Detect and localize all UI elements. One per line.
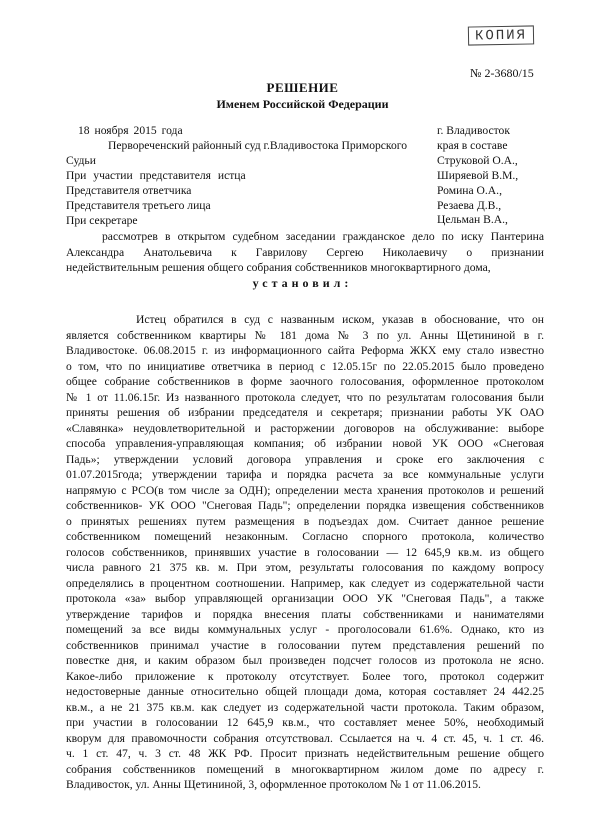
text-line: о принятых решениях путем размещения в подъездах дом. Считает данное решение [66,514,544,528]
text-line: кв.м., а не 21 375 кв.м. как следует из содержательной части протокола. Таким образом, [66,700,544,714]
text-line: приняты решения об избрании председателя и секретаря; признании работы УК ОАО [66,406,544,419]
text-line: является собственником квартиры № 181 дома № 3 по ул. Анны Щетининой в г. [66,328,544,342]
document-title: РЕШЕНИЕ [266,80,339,95]
text-line: помещений за все виды коммунальных услуг - проголосовали 61.6%. Однако, кто из [66,623,544,636]
text-line: № 1 от 11.06.15г. Из названного протокола следует, что по результатам голосования были [66,390,544,404]
text-line: повестке дня, и каким образом был произведен подсчет голосов из протокола не ясно. [66,654,544,667]
text-line: при участии в голосовании 12 645,9 кв.м., что составляет менее 50%, необходимый [66,716,544,729]
role-name: Резаева Д.В., [437,199,502,212]
intro-paragraph [66,229,544,276]
text-line: Падь»; утверждении условий договора управления и сроке его заключения с [66,452,544,466]
court-name: Первореченский районный суд г.Владивостока Приморского [108,139,408,152]
decision-city: г. Владивосток [437,124,510,137]
text-line: недействительным решения общего собрания собственников многоквартирного дома, [66,261,491,274]
court-composition: края в составе [437,139,508,152]
text-line: Владивосток, ул. Анны Щетининой, 3, оформленное протоколом № 1 от 11.06.2015. [66,778,481,791]
role-label: Представителя ответчика [66,184,192,197]
text-line: рассмотрев в открытом судебном заседании гражданское дело по иску Пантерина [102,230,544,243]
text-line: Истец обратился в суд с названным иском, указав в обоснование, что он [136,313,544,326]
text-line: 01.07.2015года; утверждении тарифа и порядка расчета за все коммунальные услуги [66,468,544,481]
text-line: собственником помещений незаконным. Согласно спорного протокола, количество [66,530,544,543]
text-line: «Славянка» неудовлетворительной и расторжении договоров на обслуживание: выборе [66,421,544,435]
text-line: определялись в процентном соотношении. Например, как следует из содержательной части [66,576,544,590]
role-name: Струковой О.А., [437,154,518,167]
document-subtitle: Именем Российской Федерации [216,97,389,111]
text-line: числа равного 21 375 кв. м. При этом, результаты голосования по каждому вопросу [66,561,544,574]
text-line: Какое-либо приложение к протоколу отсутствует. Более того, протокол содержит [66,669,544,683]
text-line: кворум для правомочности собрания отсутствовал. Ссылается на ч. 4 ст. 45, ч. 1 ст. 46. [66,731,544,745]
role-label: Судьи [66,154,96,167]
text-line: о том, что по инициативе ответчика в период с 12.05.15г по 22.05.2015 было проведено [66,359,544,373]
text-line: собрания собственников помещений в многоквартирном жилом доме по адресу г. [66,762,544,776]
text-line: недостоверные данные относительно общей площади дома, которая составляет 24 442.25 [66,685,544,698]
case-number: № 2-3680/15 [470,66,534,80]
role-label: При секретаре [66,214,138,227]
text-line: ч. 1 ст. 47, ч. 3 ст. 48 ЖК РФ. Просит признать недействительным решение общего [66,747,544,760]
role-name: Цельман В.А., [437,213,508,226]
text-line: собственников- УК ООО "Снеговая Падь"; определении порядка извещения собственников [66,499,544,512]
established-heading: установил: [252,276,353,290]
text-line: утверждение тарифов и порядка внесения платы собственниками и нанимателями [66,607,544,621]
decision-date: 18 ноября 2015 года [78,124,183,137]
text-line: напрямую с РСО(в том числе за ОДН); определении места хранения протоколов и решений [66,483,544,497]
body-paragraph [66,312,544,793]
text-line: Владивостоке. 06.08.2015 г. из информационного сайта Реформа ЖКХ ему стало известно [66,344,544,357]
text-line: способа управления-управляющая компания; об избрании новой УК ООО «Снеговая [66,437,544,450]
text-line: голосов собственников, принявших участие в голосовании — 12 645,9 кв.м. из общего [66,545,544,559]
copy-stamp: КОПИЯ [468,25,534,45]
text-line: Александра Анатольевича к Гаврилову Сергею Николаевичу о признании [66,245,544,259]
role-label: При участии представителя истца [66,169,246,182]
text-line: протокола «за» выбор управляющей организации ООО УК "Снеговая Падь", а также [66,592,544,605]
text-line: собственников принимал участие в голосовании путем представления решений по [66,638,544,652]
text-line: общее собрание собственников в форме заочного голосования, оформленное протоколом [66,375,544,388]
role-label: Представителя третьего лица [66,199,211,212]
role-name: Ромина О.А., [437,184,502,197]
role-name: Ширяевой В.М., [437,169,519,182]
